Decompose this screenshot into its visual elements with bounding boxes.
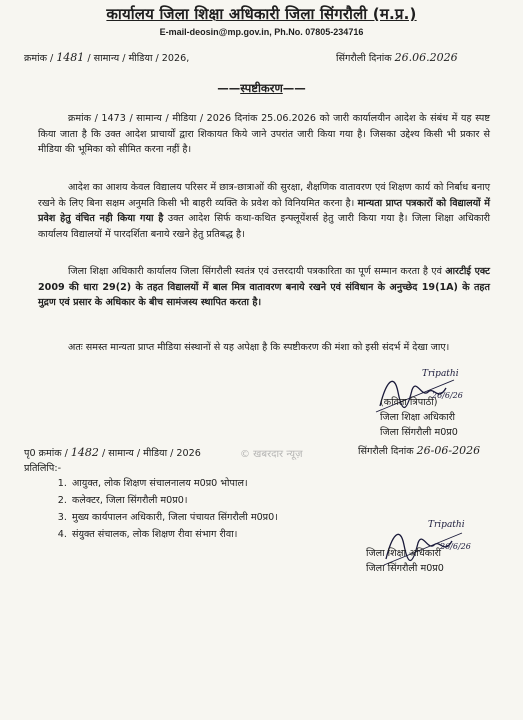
list-item: 4. संयुक्त संचालक, लोक शिक्षण रीवा संभाग रीवा। [70,526,278,543]
paragraph-1: क्रमांक / 1473 / सामान्य / मीडिया / 2026 दिनांक 25.06.2026 को जारी कार्यालयीन आदेश के संबंध में यह स्पष्ट किया जाता है कि उक्त आदेश प्राचार्यों द्वारा शिकायत किये जाने उपरांत जारी किया गया है। जिसका उद्देश्य किसी भी प्रकार से मीडिया की भूमिका को सीमित करना नहीं है। [38,113,490,155]
signature-1-text: Tripathi [422,369,459,379]
cc-label: प्रतिलिपि:- [24,463,62,474]
signature-1-date: 26/6/26 [432,391,463,400]
list-item: 2. कलेक्टर, जिला सिंगरौली म0प्र0। [70,492,278,509]
list-item: 3. मुख्य कार्यपालन अधिकारी, जिला पंचायत सिंगरौली म0प्र0। [70,509,278,526]
copy-reference-line: पृ0 क्रमांक / 1482 / सामान्य / मीडिया / 2026 [24,446,201,459]
signatory-1-date: सिंगरौली दिनांक 26-06-2026 [358,444,481,457]
reference-date: सिंगरौली दिनांक 26.06.2026 [336,51,458,64]
reference-number: 1481 [56,51,85,64]
signatory-2-block [366,546,444,576]
office-title: कार्यालय जिला शिक्षा अधिकारी जिला सिंगरौली (म.प्र.) [106,5,417,23]
signatory-1-designation: जिला शिक्षा अधिकारी [380,412,456,423]
paragraph-4: अतः समस्त मान्यता प्राप्त मीडिया संस्थानों से यह अपेक्षा है कि स्पष्टीकरण की मंशा को इसी संदर्भ में देखा जाए। [68,342,450,353]
office-contact: E-mail-deosin@mp.gov.in, Ph.No. 07805-234716 [159,27,364,37]
signatory-1-block [380,395,458,440]
paragraph-2: आदेश का आशय केवल विद्यालय परिसर में छात्र-छात्राओं की सुरक्षा, शैक्षणिक वातावरण एवं शिक्षण कार्य को निर्बाध बनाए रखने के लिए बिना सक्षम अनुमति किसी भी बाहरी व्यक्ति के प्रवेश को विनियमित करना है। मान्यता प्राप्त पत्रकारों को विद्यालयों में प्रवेश हेतु वंचित नही किया गया है उक्त आदेश सिर्फ कथा-कथित इन्फ्लूयेंशर्स हेतु जारी किया गया है। जिला शिक्षा अधिकारी कार्यालय विद्यालयों में पारदर्शिता बनाये रखने हेतु प्रतिबद्ध है। [38,182,490,240]
list-item: 1. आयुक्त, लोक शिक्षण संचालनालय म0प्र0 भोपाल। [70,475,278,492]
signature-2-text: Tripathi [428,520,465,530]
watermark: © खबरदार न्यूज़ [240,449,303,460]
signature-2-date: 26/6/26 [440,542,471,551]
paragraph-3: जिला शिक्षा अधिकारी कार्यालय जिला सिंगरौली स्वतंत्र एवं उत्तरदायी पत्रकारिता का पूर्ण सम्मान करता है एवं आरटीई एक्ट 2009 की धारा 29(2) के तहत विद्यालयों में बाल मित्र वातावरण बनाये रखने एवं संविधान के अनुच्छेद 19(1A) के तहत मुद्रण एवं प्रसार के अधिकार के बीच सामंजस्य स्थापित करता है। [38,266,490,308]
signatory-1-name: (कविता त्रिपाठी) [380,397,438,408]
signatory-1-office: जिला सिंगरौली म0प्र0 [380,427,458,438]
signatory-2-office: जिला सिंगरौली म0प्र0 [366,563,444,574]
subject-heading: ——स्पष्टीकरण—— [217,81,306,95]
reference-line: क्रमांक / 1481 / सामान्य / मीडिया / 2026, [24,51,190,64]
copy-reference-number: 1482 [70,446,99,459]
copy-list [52,475,278,543]
signatory-2-designation: जिला शिक्षा अधिकारी [366,548,442,559]
